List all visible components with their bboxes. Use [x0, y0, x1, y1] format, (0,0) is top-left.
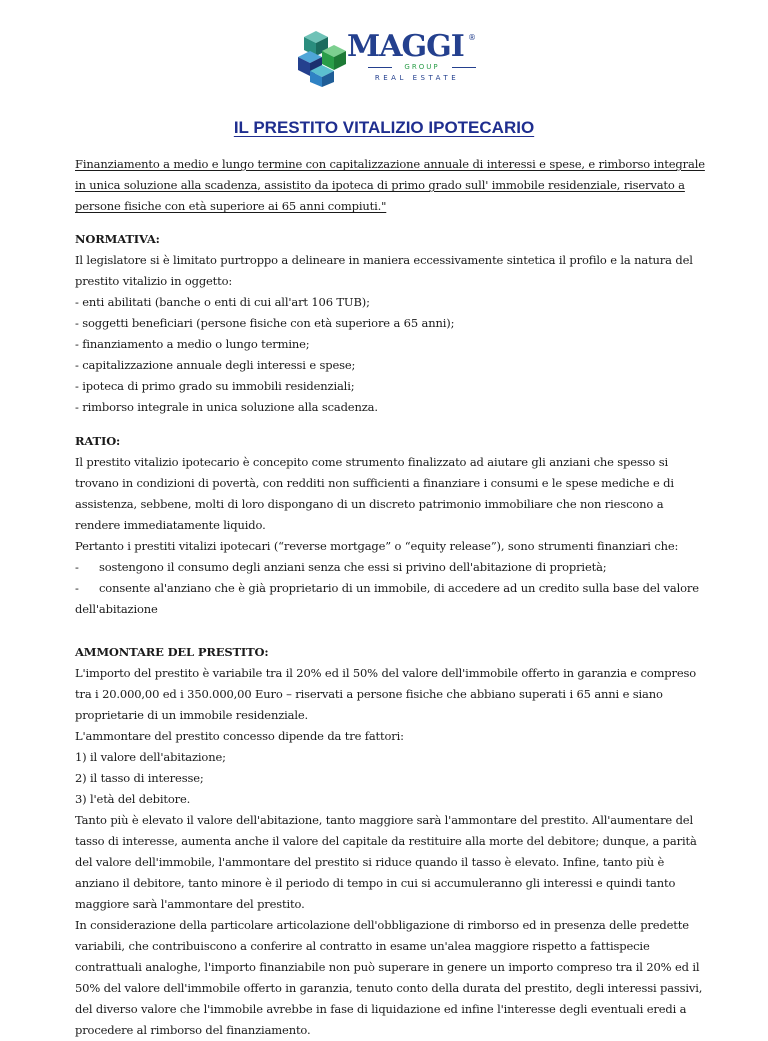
paragraph: dell'abitazione: [75, 602, 158, 616]
list-dash: -: [75, 560, 79, 574]
list-item: - enti abilitati (banche o enti di cui all'art 106 TUB);: [75, 295, 370, 309]
section-ratio: [75, 431, 705, 620]
list-item: - rimborso integrale in unica soluzione alla scadenza.: [75, 400, 378, 414]
list-item: [75, 557, 705, 578]
list-item: [75, 578, 705, 599]
section-ammontare: [75, 642, 705, 1041]
section-heading: RATIO:: [75, 434, 121, 448]
registered-mark: ®: [468, 33, 476, 42]
list-item-text: sostengono il consumo degli anziani senza che essi si privino dell'abitazione di proprietà;: [99, 560, 607, 574]
list-dash: -: [75, 581, 79, 595]
list-item: - soggetti beneficiari (persone fisiche con età superiore a 65 anni);: [75, 316, 455, 330]
paragraph: Il prestito vitalizio ipotecario è concepito come strumento finalizzato ad aiutare gli anziani che spesso si trovano in condizioni di povertà, con redditi non sufficienti a finanziare i consumi e le spese mediche e di assistenza, sebbene, molti di loro dispongano di un discreto patrimonio immobiliare che non riescono a rendere immediatamente liquido.: [75, 455, 674, 532]
list-item: - ipoteca di primo grado su immobili residenziali;: [75, 379, 355, 393]
brand-division-label: REAL ESTATE: [374, 74, 460, 82]
paragraph: Pertanto i prestiti vitalizi ipotecari (“reverse mortgage” o “equity release”), sono strumenti finanziari che:: [75, 539, 679, 553]
maggi-group-logo: [296, 29, 486, 89]
document-title: IL PRESTITO VITALIZIO IPOTECARIO: [233, 118, 535, 137]
paragraph: L'importo del prestito è variabile tra il 20% ed il 50% del valore dell'immobile offerto in garanzia e compreso tra i 20.000,00 ed i 350.000,00 Euro – riservati a persone fisiche che abbiano superati i 65 anni e siano proprietarie di un immobile residenziale.: [75, 666, 697, 722]
cubes-logo-icon: [296, 29, 348, 87]
paragraph: In considerazione della particolare articolazione dell'obbligazione di rimborso ed in presenza delle predette variabili, che contribuiscono a conferire al contratto in esame un'alea maggiore rispetto a fattispecie contrattuali analoghe, l'importo finanziabile non può superare in genere un importo compreso tra il 20% ed il 50% del valore dell'immobile offerto in garanzia, tenuto conto della durata del prestito, degli interessi passivi, del diverso valore che l'immobile avrebbe in fase di liquidazione ed infine l'interesse degli eventuali eredi a procedere al rimborso del finanziamento.: [75, 918, 703, 1037]
paragraph: Tanto più è elevato il valore dell'abitazione, tanto maggiore sarà l'ammontare del prestito. All'aumentare del tasso di interesse, aumenta anche il valore del capitale da restituire alla morte del debitore; dunque, a parità del valore dell'immobile, l'ammontare del prestito si riduce quando il tasso è elevato. Infine, tanto più è anziano il debitore, tanto minore è il periodo di tempo in cui si accumuleranno gli interessi e quindi tanto maggiore sarà l'ammontare del prestito.: [75, 813, 697, 911]
brand-group-label: GROUP: [362, 63, 482, 71]
section-heading: AMMONTARE DEL PRESTITO:: [75, 645, 269, 659]
section-heading: NORMATIVA:: [75, 232, 160, 246]
paragraph: Il legislatore si è limitato purtroppo a delineare in maniera eccessivamente sintetica il profilo e la natura del prestito vitalizio in oggetto:: [75, 253, 693, 288]
list-item: - finanziamento a medio o lungo termine;: [75, 337, 310, 351]
list-item: 3) l'età del debitore.: [75, 792, 191, 806]
section-normativa: [75, 229, 705, 418]
paragraph: L'ammontare del prestito concesso dipende da tre fattori:: [75, 729, 404, 743]
list-item: 1) il valore dell'abitazione;: [75, 750, 226, 764]
intro-paragraph: Finanziamento a medio e lungo termine con capitalizzazione annuale di interessi e spese, e rimborso integrale in unica soluzione alla scadenza, assistito da ipoteca di primo grado sull' immobile residenziale, riservato a persone fisiche con età superiore ai 65 anni compiuti.": [75, 157, 705, 213]
list-item-text: consente al'anziano che è già proprietario di un immobile, di accedere ad un credito sulla base del valore: [99, 581, 699, 595]
list-item: - capitalizzazione annuale degli interessi e spese;: [75, 358, 356, 372]
document-body: [75, 154, 705, 1041]
brand-name: MAGGI: [347, 29, 464, 64]
list-item: 2) il tasso di interesse;: [75, 771, 204, 785]
